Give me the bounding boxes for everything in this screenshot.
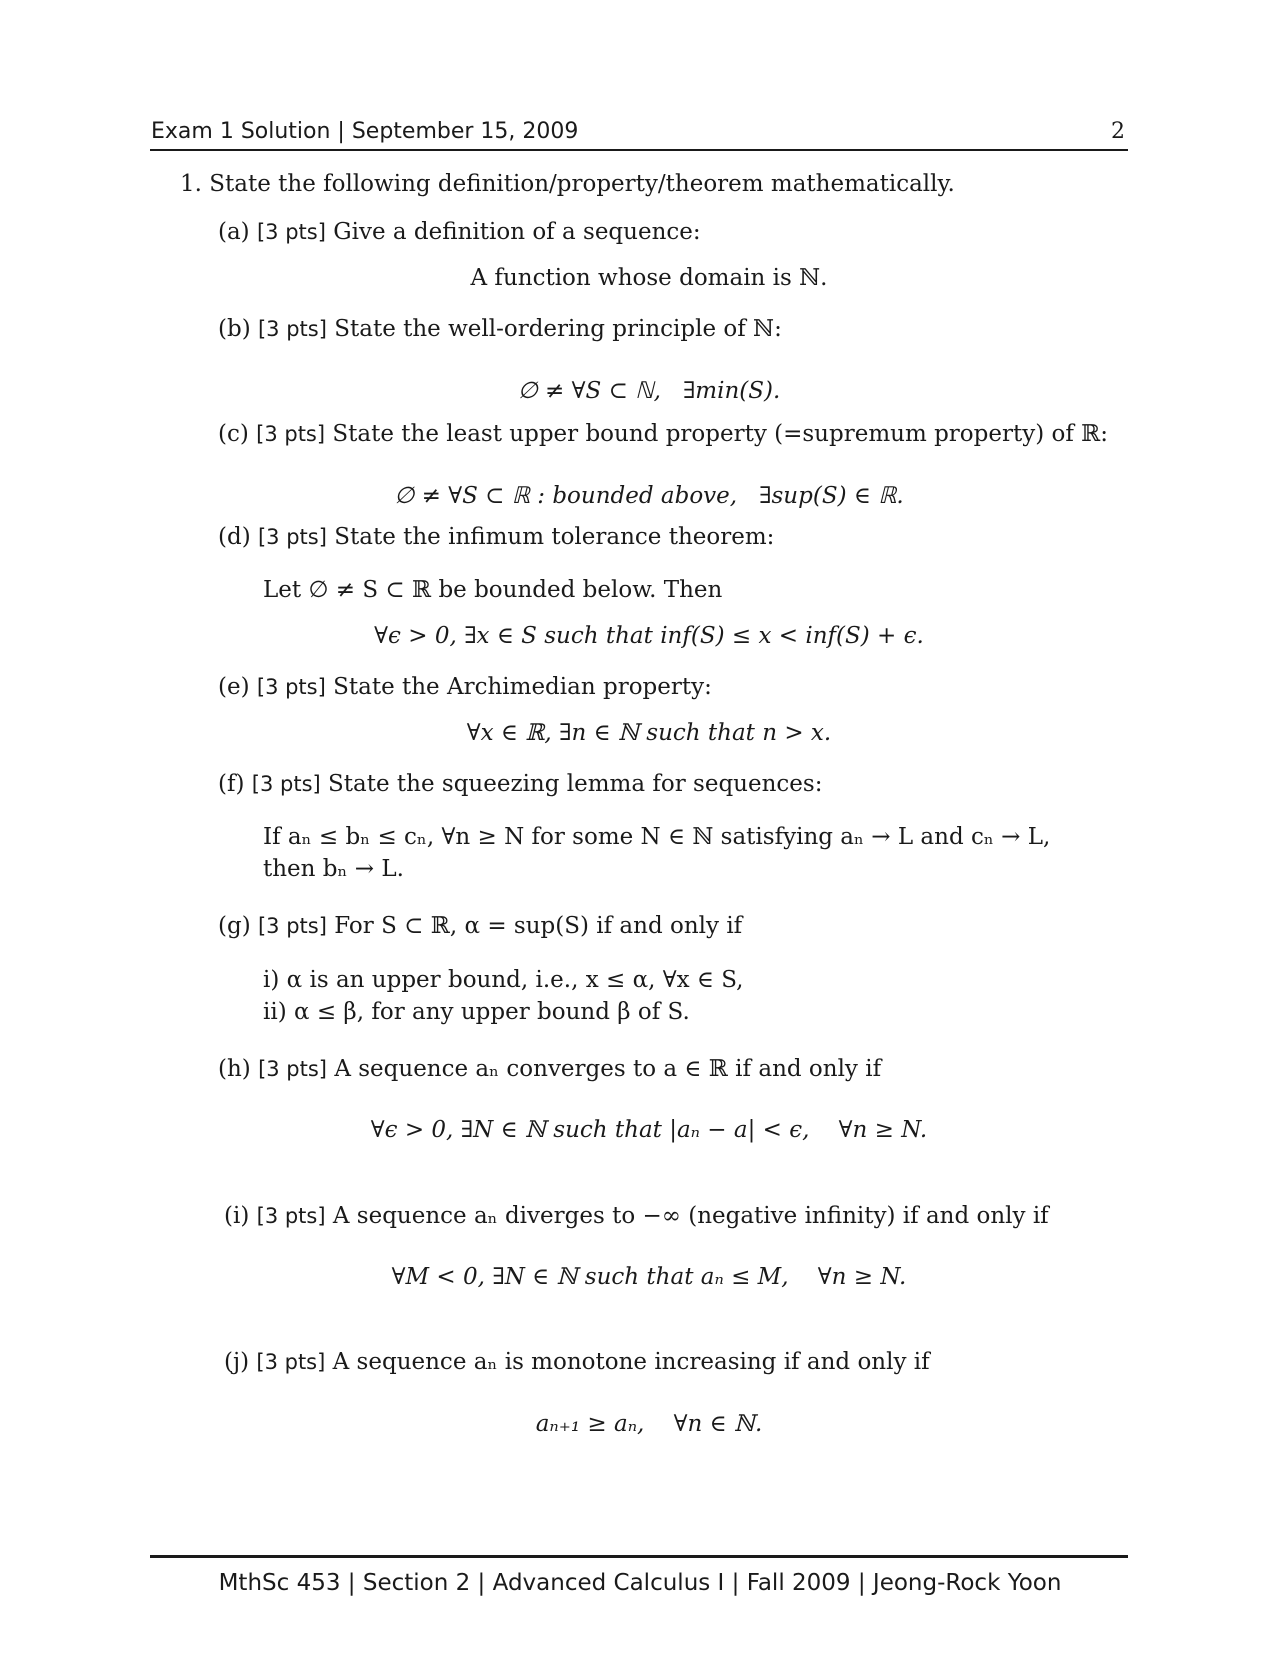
item-prompt: For S ⊂ ℝ, α = sup(S) if and only if [334, 913, 743, 939]
item-label: (e) [218, 674, 250, 700]
item-label: (f) [218, 771, 245, 797]
item-g-line [218, 913, 742, 939]
item-prompt: State the infimum tolerance theorem: [334, 524, 775, 550]
item-label: (b) [218, 316, 251, 342]
points-badge: [3 pts] [256, 1350, 326, 1374]
item-j-answer: aₙ₊₁ ≥ aₙ, ∀n ∈ ℕ. [535, 1411, 763, 1437]
item-h-answer: ∀ϵ > 0, ∃N ∈ ℕ such that |aₙ − a| < ϵ, ∀n ≥ N. [370, 1117, 928, 1143]
item-g-condition-2: ii) α ≤ β, for any upper bound β of S. [263, 999, 690, 1025]
item-f-line [218, 771, 822, 797]
item-e-line [218, 674, 712, 700]
item-f-answer-line1: If aₙ ≤ bₙ ≤ cₙ, ∀n ≥ N for some N ∈ ℕ satisfying aₙ → L and cₙ → L, [263, 824, 1051, 850]
item-prompt: State the squeezing lemma for sequences: [328, 771, 823, 797]
points-badge: [3 pts] [257, 525, 327, 549]
points-badge: [3 pts] [256, 1204, 326, 1228]
item-c-line [218, 421, 1108, 447]
item-b-answer: ∅ ≠ ∀S ⊂ ℕ, ∃min(S). [517, 378, 781, 404]
item-label: (j) [224, 1349, 250, 1375]
item-f-answer-line2: then bₙ → L. [263, 856, 404, 882]
footer-rule [150, 1555, 1128, 1558]
item-j-line [224, 1349, 930, 1375]
item-h-line [218, 1056, 881, 1082]
item-label: (i) [224, 1203, 250, 1229]
points-badge: [3 pts] [256, 422, 326, 446]
item-a-answer: A function whose domain is ℕ. [470, 265, 828, 291]
item-i-line [224, 1203, 1049, 1229]
item-prompt: Give a definition of a sequence: [333, 219, 701, 245]
points-badge: [3 pts] [258, 1057, 328, 1081]
item-c-answer: ∅ ≠ ∀S ⊂ ℝ : bounded above, ∃sup(S) ∈ ℝ. [394, 483, 904, 509]
item-label: (a) [218, 219, 250, 245]
item-label: (g) [218, 913, 251, 939]
item-prompt: State the well-ordering principle of ℕ: [334, 316, 782, 342]
item-prompt: State the least upper bound property (=supremum property) of ℝ: [332, 421, 1109, 447]
points-badge: [3 pts] [257, 914, 327, 938]
item-prompt: A sequence aₙ converges to a ∈ ℝ if and only if [334, 1056, 882, 1082]
points-badge: [3 pts] [251, 772, 321, 796]
item-i-answer: ∀M < 0, ∃N ∈ ℕ such that aₙ ≤ M, ∀n ≥ N. [391, 1264, 907, 1290]
question-intro: 1. State the following definition/property/theorem mathematically. [180, 171, 955, 197]
points-badge: [3 pts] [256, 220, 326, 244]
points-badge: [3 pts] [257, 317, 327, 341]
page-header-title: Exam 1 Solution | September 15, 2009 [151, 119, 579, 144]
item-e-answer: ∀x ∈ ℝ, ∃n ∈ ℕ such that n > x. [466, 720, 832, 746]
item-prompt: A sequence aₙ diverges to −∞ (negative infinity) if and only if [332, 1203, 1049, 1229]
item-label: (d) [218, 524, 251, 550]
item-d-answer-intro: Let ∅ ≠ S ⊂ ℝ be bounded below. Then [263, 577, 723, 603]
page-number: 2 [1111, 119, 1125, 144]
header-rule [150, 149, 1128, 151]
item-d-answer: ∀ϵ > 0, ∃x ∈ S such that inf(S) ≤ x < inf(S) + ϵ. [374, 623, 924, 649]
item-g-condition-1: i) α is an upper bound, i.e., x ≤ α, ∀x ∈ S, [263, 967, 744, 993]
page-footer: MthSc 453 | Section 2 | Advanced Calculus I | Fall 2009 | Jeong-Rock Yoon [218, 1570, 1062, 1596]
points-badge: [3 pts] [256, 675, 326, 699]
item-label: (h) [218, 1056, 251, 1082]
item-a-line [218, 219, 701, 245]
item-label: (c) [218, 421, 249, 447]
item-prompt: State the Archimedian property: [333, 674, 712, 700]
item-d-line [218, 524, 774, 550]
item-prompt: A sequence aₙ is monotone increasing if and only if [332, 1349, 930, 1375]
item-b-line [218, 316, 782, 342]
